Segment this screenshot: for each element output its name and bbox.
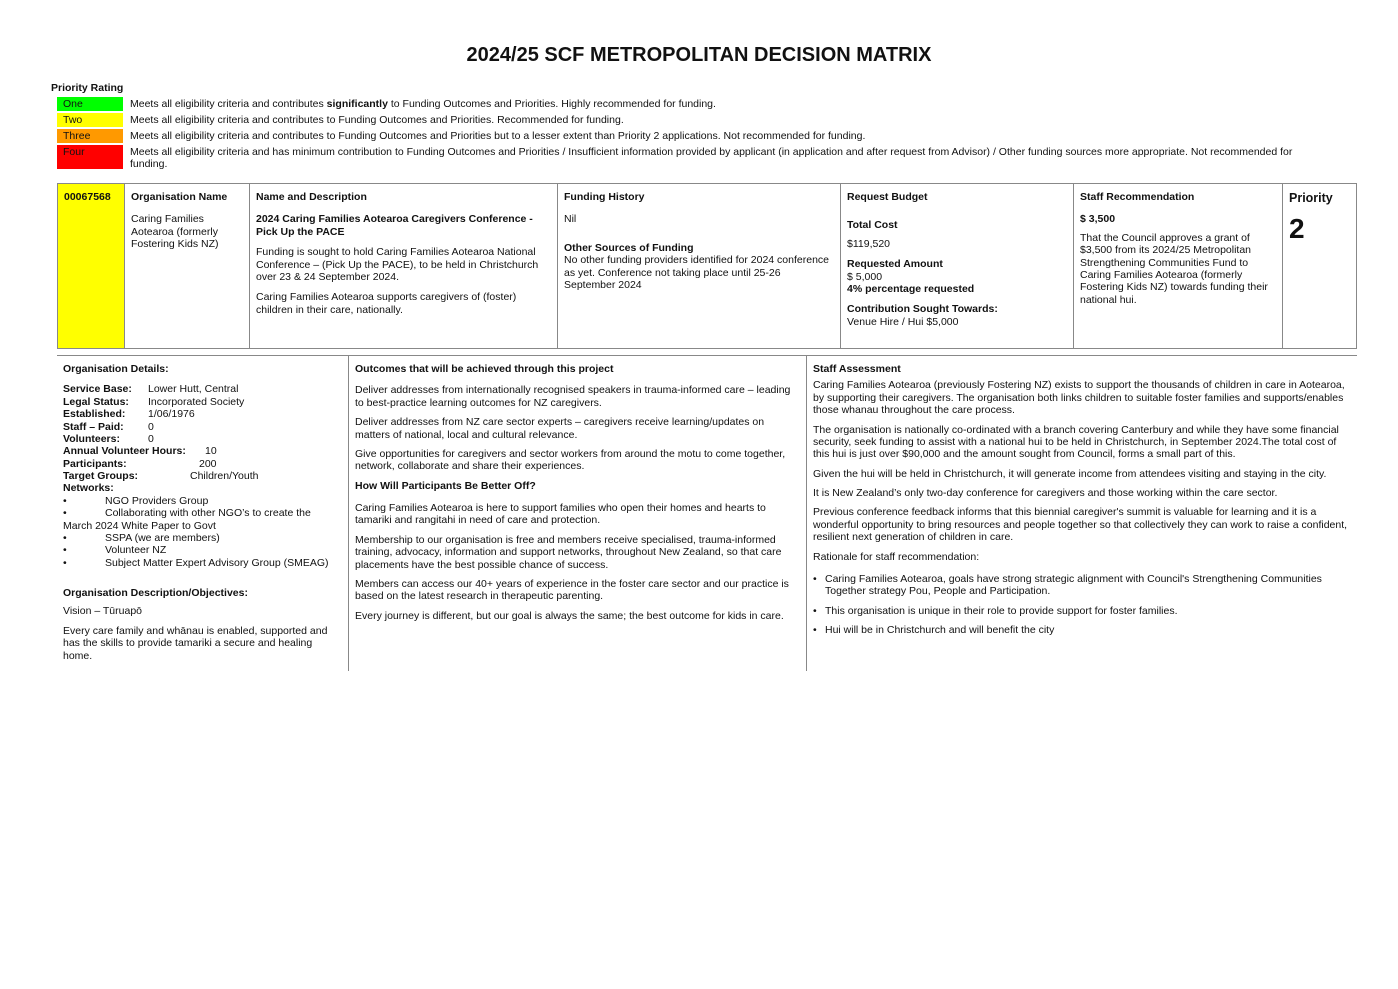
funding-history-header: Funding History [564,191,645,203]
other-sources-header: Other Sources of Funding [564,241,694,254]
request-budget-header: Request Budget [847,191,928,203]
priority-header: Priority [1289,191,1333,205]
total-cost: $119,520 [847,237,891,250]
staff-recommendation-header: Staff Recommendation [1080,191,1195,203]
staff-assessment-header: Staff Assessment [813,363,901,375]
priority-rating-label: Priority Rating [51,82,124,94]
better-off-item: Caring Families Aotearoa is here to support families who open their homes and hearts to tamariki and rangitahi in need of care and protection. [355,502,766,527]
project-title: 2024 Caring Families Aotearoa Caregivers Conference - Pick Up the PACE [256,213,533,238]
other-sources: No other funding providers identified for 2024 conference as yet. Conference not taking place until 25-26 September 2024 [564,254,830,291]
funding-history: Nil [564,213,577,226]
project-description-2: Caring Families Aotearoa supports caregivers of (foster) children in their care, nationally. [256,291,517,316]
annual-volunteer-hours: Annual Volunteer Hours: 10 [63,445,217,458]
organisation-description-header: Organisation Description/Objectives: [63,587,248,599]
assessment-paragraph: Given the hui will be held in Christchurch, it will generate income from attendees visiting and staying in the city. [813,467,1327,480]
organisation-details-header: Organisation Details: [63,363,169,375]
participants: Participants: 200 [63,457,217,470]
network-item-continued: March 2024 White Paper to Govt [63,519,216,532]
legend-row-two [57,113,1317,127]
staff-assessment-column [807,356,1357,671]
detail-row: Legal Status: Incorporated Society [63,395,245,408]
network-item: • Volunteer NZ [63,544,167,557]
priority-cell [1283,184,1356,348]
legend-text-one: Meets all eligibility criteria and contributes significantly to Funding Outcomes and Priorities. Highly recommended for funding. [130,98,716,110]
rationale-item: • This organisation is unique in their role to provide support for foster families. [813,605,1351,617]
outcome-item: Give opportunities for caregivers and sector workers from around the motu to come together, network, collaborate and share their experiences. [355,447,786,473]
staff-recommended-amount: $ 3,500 [1080,213,1116,226]
percentage-requested: 4% percentage requested [847,282,975,295]
contribution: Venue Hire / Hui $5,000 [847,315,959,328]
vision-text: Every care family and whānau is enabled, supported and has the skills to provide tamariki a secure and healing home. [63,624,328,662]
assessment-paragraph: Caring Families Aotearoa (previously Fostering NZ) exists to support the thousands of children in care in Aotearoa, by supporting their caregivers. The organisation both links children to suitable foster families and supports/enables those whanau throughout the care process. [813,379,1345,417]
rationale-list [813,573,1351,637]
funding-history-cell [558,184,841,348]
legend-row-four [57,145,1317,170]
staff-recommendation-text: That the Council approves a grant of $3,500 from its 2024/25 Metropolitan Strengthening Communities Fund to Caring Families Aotearoa (formerly Fostering Kids NZ) towards funding their national hui. [1080,231,1268,306]
outcomes-column [349,356,807,671]
outcomes-header: Outcomes that will be achieved through this project [355,363,614,375]
network-item: • SSPA (we are members) [63,531,220,544]
organisation-name-header: Organisation Name [131,191,228,203]
application-summary-table [57,183,1357,349]
legend-row-three [57,129,1317,143]
staff-recommendation-cell [1074,184,1283,348]
legend-swatch-two: Two [57,113,123,127]
request-budget-cell [841,184,1074,348]
organisation-details-column [57,356,349,671]
priority-value: 2 [1289,212,1305,244]
page-title: 2024/25 SCF METROPOLITAN DECISION MATRIX [466,44,932,66]
legend-row-one [57,97,1317,111]
application-id: 00067568 [58,184,125,348]
detail-row: Volunteers: 0 [63,432,154,445]
legend-swatch-one: One [57,97,123,111]
name-description-cell [250,184,558,348]
requested-amount-label: Requested Amount [847,258,943,271]
legend-text-two: Meets all eligibility criteria and contributes to Funding Outcomes and Priorities. Recommended for funding. [130,114,624,126]
contribution-label: Contribution Sought Towards: [847,303,998,316]
better-off-item: Membership to our organisation is free and members receive specialised, trauma-informed training, advocacy, information and support networks, throughout New Zealand, so that care placements have the best possible chance of success. [355,533,782,571]
legend-swatch-four: Four [57,145,123,169]
assessment-paragraph: The organisation is nationally co-ordinated with a branch covering Canterbury and while they have some financial security, seek funding to assist with a national hui to be held in Christchurch, in September 2024.The total cost of this hui is just over $90,000 and the amount sought from Council, forms a small part of this. [813,423,1339,461]
requested-amount: $ 5,000 [847,270,883,283]
outcome-item: Deliver addresses from internationally recognised speakers in trauma-informed care – leading to best-practice learning outcomes for NZ caregivers. [355,384,791,409]
networks-label: Networks: [63,482,114,495]
details-section [57,356,1357,671]
better-off-item: Members can access our 40+ years of experience in the foster care sector and our practice is based on the latest research in therapeutic parenting. [355,577,789,603]
rationale-heading: Rationale for staff recommendation: [813,550,980,563]
network-item: • NGO Providers Group [63,494,209,507]
network-item: • Subject Matter Expert Advisory Group (SMEAG) [63,556,329,569]
legend-text-four: Meets all eligibility criteria and has minimum contribution to Funding Outcomes and Priorities / Insufficient information provided by applicant (in application and after request from Advisor) / Other funding sources more appropriate. Not recommended for funding. [130,146,1293,170]
name-description-header: Name and Description [256,191,367,203]
detail-row: Service Base: Lower Hutt, Central [63,383,239,396]
target-groups: Target Groups: Children/Youth [63,470,259,482]
project-description: Funding is sought to hold Caring Families Aotearoa National Conference – (Pick Up the PACE), to be held in Christchurch over 23 & 24 September 2024. [256,246,539,283]
network-item: • Collaborating with other NGO’s to create the [63,507,311,520]
organisation-name: Caring Families Aotearoa (formerly Fostering Kids NZ) [131,213,219,251]
total-cost-label: Total Cost [847,219,898,232]
assessment-paragraph: It is New Zealand’s only two-day conference for caregivers and those working within the care sector. [813,487,1278,499]
detail-row: Staff – Paid: 0 [63,420,154,433]
vision-heading: Vision – Tūruapō [63,605,143,618]
better-off-header: How Will Participants Be Better Off? [355,479,536,492]
legend-swatch-three: Three [57,129,123,143]
outcome-item: Deliver addresses from NZ care sector experts – caregivers receive learning/updates on matters of national, local and cultural relevance. [355,416,765,441]
rationale-item: • Hui will be in Christchurch and will benefit the city [813,624,1351,636]
assessment-paragraph: Previous conference feedback informs that this biennial caregiver's summit is valuable for learning and it is a wonderful opportunity to bring resources and people together so that collectively they can work to raise a confident, resilient next generation of children in care. [813,506,1348,544]
legend-text-three: Meets all eligibility criteria and contributes to Funding Outcomes and Priorities but to a lesser extent than Priority 2 applications. Not recommended for funding. [130,130,866,142]
organisation-name-cell [125,184,250,348]
priority-legend [57,97,1317,172]
better-off-item: Every journey is different, but our goal is always the same; the best outcome for kids in care. [355,609,784,622]
detail-row: Established: 1/06/1976 [63,408,195,421]
rationale-item: • Caring Families Aotearoa, goals have strong strategic alignment with Council's Strengthening Communities Together strategy Pou, People and Participation. [813,573,1351,598]
